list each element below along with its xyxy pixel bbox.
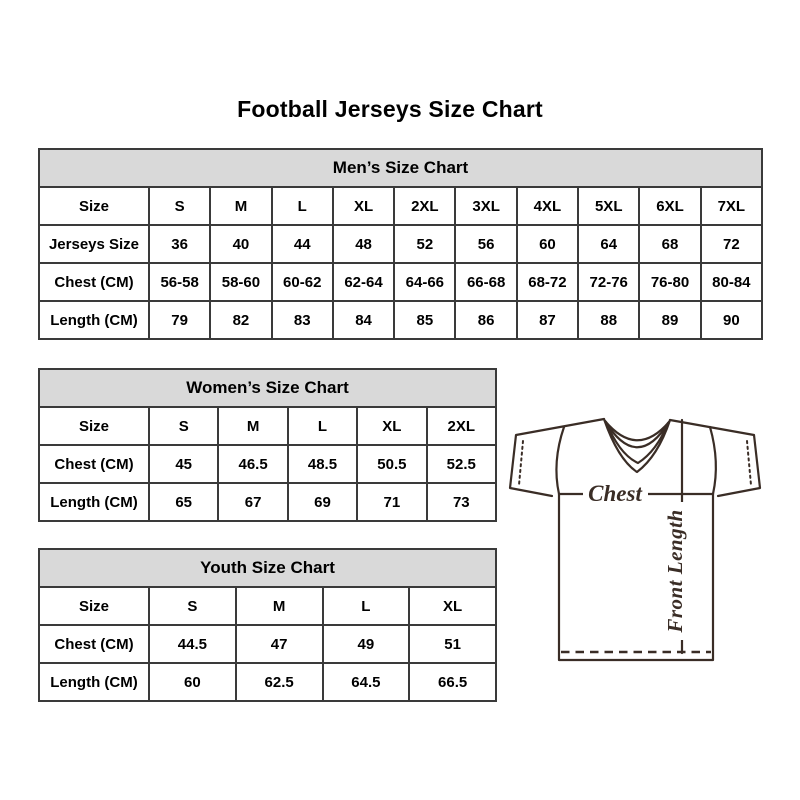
value-cell: 89 — [639, 301, 700, 339]
row-label-cell: Size — [39, 187, 149, 225]
value-cell: 51 — [409, 625, 496, 663]
womens-size-table — [38, 368, 497, 522]
youth-table-body — [39, 587, 496, 701]
value-cell: 48 — [333, 225, 394, 263]
youth-size-table — [38, 548, 497, 702]
table-row — [39, 625, 496, 663]
page-title: Football Jerseys Size Chart — [237, 96, 543, 122]
womens-table-title: Women’s Size Chart — [39, 369, 496, 407]
value-cell: L — [323, 587, 410, 625]
value-cell: 90 — [701, 301, 762, 339]
value-cell: 47 — [236, 625, 323, 663]
value-cell: M — [210, 187, 271, 225]
value-cell: 69 — [288, 483, 357, 521]
value-cell: L — [272, 187, 333, 225]
value-cell: 2XL — [394, 187, 455, 225]
jersey-measurement-diagram — [504, 402, 766, 664]
value-cell: 4XL — [517, 187, 578, 225]
value-cell: 82 — [210, 301, 271, 339]
collar-inner-v — [606, 422, 668, 463]
value-cell: 60 — [517, 225, 578, 263]
value-cell: 50.5 — [357, 445, 426, 483]
row-label-cell: Chest (CM) — [39, 263, 149, 301]
value-cell: 62-64 — [333, 263, 394, 301]
value-cell: M — [236, 587, 323, 625]
value-cell: 87 — [517, 301, 578, 339]
value-cell: 72-76 — [578, 263, 639, 301]
table-row — [39, 483, 496, 521]
value-cell: S — [149, 587, 236, 625]
right-cuff-stitch — [747, 441, 751, 485]
value-cell: 64.5 — [323, 663, 410, 701]
value-cell: 76-80 — [639, 263, 700, 301]
jersey-right-seam — [710, 427, 716, 494]
value-cell: 68 — [639, 225, 700, 263]
womens-table-body — [39, 407, 496, 521]
value-cell: 83 — [272, 301, 333, 339]
value-cell: 48.5 — [288, 445, 357, 483]
row-label-cell: Length (CM) — [39, 301, 149, 339]
value-cell: 64 — [578, 225, 639, 263]
value-cell: 45 — [149, 445, 218, 483]
row-label-cell: Size — [39, 587, 149, 625]
value-cell: 46.5 — [218, 445, 287, 483]
table-row — [39, 663, 496, 701]
value-cell: 85 — [394, 301, 455, 339]
value-cell: 73 — [427, 483, 496, 521]
value-cell: 36 — [149, 225, 210, 263]
value-cell: 60-62 — [272, 263, 333, 301]
value-cell: XL — [333, 187, 394, 225]
value-cell: 62.5 — [236, 663, 323, 701]
row-label-cell: Chest (CM) — [39, 445, 149, 483]
table-row — [39, 445, 496, 483]
value-cell: 49 — [323, 625, 410, 663]
jersey-left-seam — [556, 427, 564, 494]
table-row — [39, 407, 496, 445]
value-cell: 5XL — [578, 187, 639, 225]
value-cell: 80-84 — [701, 263, 762, 301]
value-cell: 3XL — [455, 187, 516, 225]
value-cell: 66.5 — [409, 663, 496, 701]
value-cell: 60 — [149, 663, 236, 701]
value-cell: XL — [357, 407, 426, 445]
value-cell: 7XL — [701, 187, 762, 225]
front-length-label: Front Length — [663, 509, 687, 633]
value-cell: S — [149, 187, 210, 225]
mens-size-table — [38, 148, 763, 340]
table-row — [39, 187, 762, 225]
collar-outer-v — [604, 419, 670, 472]
mens-table-title: Men’s Size Chart — [39, 149, 762, 187]
value-cell: 67 — [218, 483, 287, 521]
row-label-cell: Size — [39, 407, 149, 445]
table-row — [39, 263, 762, 301]
value-cell: 40 — [210, 225, 271, 263]
table-row — [39, 587, 496, 625]
row-label-cell: Jerseys Size — [39, 225, 149, 263]
value-cell: 56-58 — [149, 263, 210, 301]
value-cell: XL — [409, 587, 496, 625]
value-cell: 71 — [357, 483, 426, 521]
table-row — [39, 225, 762, 263]
value-cell: 68-72 — [517, 263, 578, 301]
value-cell: 56 — [455, 225, 516, 263]
value-cell: 44 — [272, 225, 333, 263]
value-cell: M — [218, 407, 287, 445]
value-cell: 2XL — [427, 407, 496, 445]
value-cell: 6XL — [639, 187, 700, 225]
value-cell: 72 — [701, 225, 762, 263]
value-cell: 64-66 — [394, 263, 455, 301]
value-cell: 84 — [333, 301, 394, 339]
value-cell: L — [288, 407, 357, 445]
value-cell: 66-68 — [455, 263, 516, 301]
left-cuff-stitch — [519, 441, 523, 485]
table-header-row — [39, 549, 496, 587]
value-cell: 86 — [455, 301, 516, 339]
mens-table-body — [39, 187, 762, 339]
table-header-row — [39, 369, 496, 407]
table-row — [39, 301, 762, 339]
value-cell: 88 — [578, 301, 639, 339]
row-label-cell: Chest (CM) — [39, 625, 149, 663]
value-cell: 79 — [149, 301, 210, 339]
value-cell: 44.5 — [149, 625, 236, 663]
value-cell: 52 — [394, 225, 455, 263]
youth-table-title: Youth Size Chart — [39, 549, 496, 587]
value-cell: 58-60 — [210, 263, 271, 301]
row-label-cell: Length (CM) — [39, 663, 149, 701]
row-label-cell: Length (CM) — [39, 483, 149, 521]
value-cell: 52.5 — [427, 445, 496, 483]
value-cell: 65 — [149, 483, 218, 521]
chest-label: Chest — [588, 481, 642, 506]
table-header-row — [39, 149, 762, 187]
value-cell: S — [149, 407, 218, 445]
